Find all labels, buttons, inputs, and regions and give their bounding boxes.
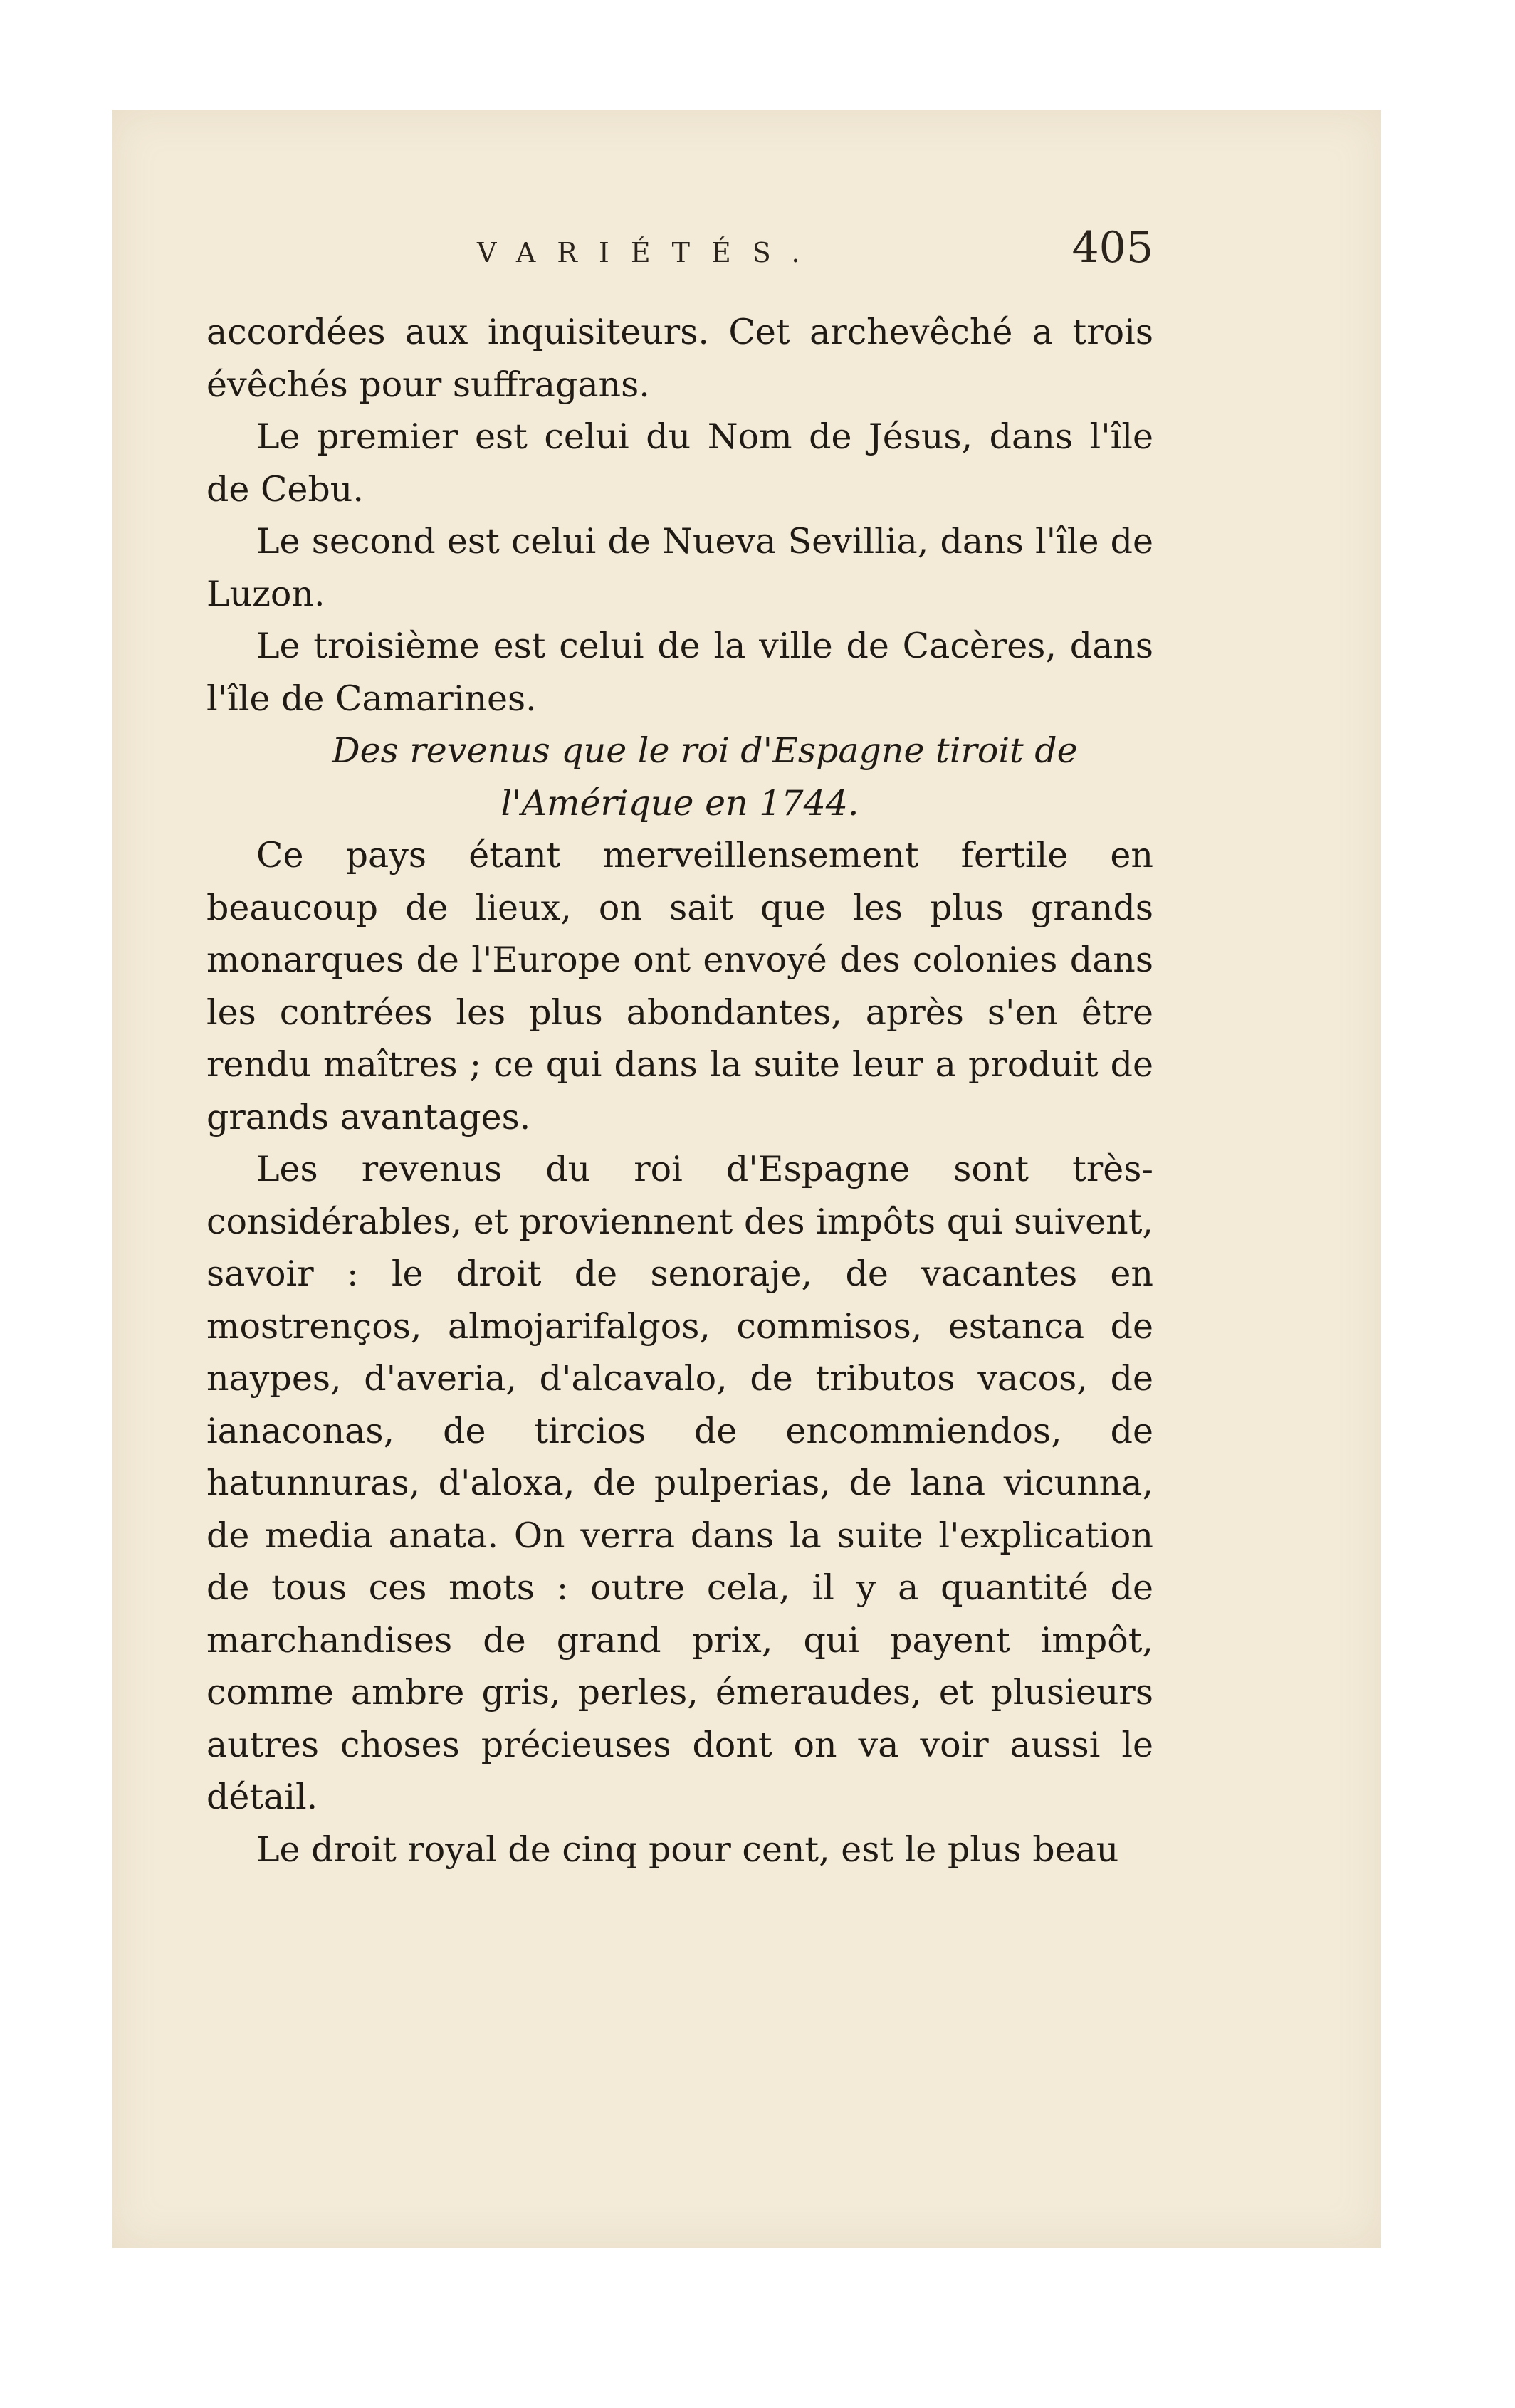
running-title: VARIÉTÉS. (477, 237, 822, 268)
paragraph-7: Le droit royal de cinq pour cent, est le plus beau (256, 1829, 1119, 1870)
paragraph-5: Ce pays étant merveillensement fertile en beaucoup de lieux, on sait que les plus grands monarques de l'Europe ont envoyé des colonies dans les contrées les plus abondantes, après s'en être rendu maîtres ; ce qui dans la suite leur a produit de grands avantages. (206, 835, 1153, 1137)
paragraph-2: Le premier est celui du Nom de Jésus, dans l'île de Cebu. (206, 416, 1153, 510)
paragraph-4: Le troisième est celui de la ville de Cacères, dans l'île de Camarines. (206, 626, 1153, 719)
paragraph-6: Les revenus du roi d'Espagne sont très-considérables, et proviennent des impôts qui suivent, savoir : le droit de senoraje, de vacantes en mostrenços, almojarifalgos, commisos, estanca de naypes, d'averia, d'alcavalo, de tributos vacos, de ianaconas, de tircios de encommiendos, de hatunnuras, d'aloxa, de pulperias, de lana vicunna, de media anata. On verra dans la suite l'explication de tous ces mots : outre cela, il y a quantité de marchandises de grand prix, qui payent impôt, comme ambre gris, perles, émeraudes, et plusieurs autres choses précieuses dont on va voir aussi le détail. (206, 1149, 1153, 1817)
page-header (206, 223, 1153, 281)
paragraph-1: accordées aux inquisiteurs. Cet archevêché a trois évêchés pour suffragans. (206, 312, 1153, 405)
paragraph-3: Le second est celui de Nueva Sevillia, dans l'île de Luzon. (206, 521, 1153, 614)
page-number: 405 (1071, 223, 1153, 273)
section-title: Des revenus que le roi d'Espagne tiroit de l'Amérique en 1744. (332, 730, 1078, 824)
body-text (206, 306, 1153, 1876)
